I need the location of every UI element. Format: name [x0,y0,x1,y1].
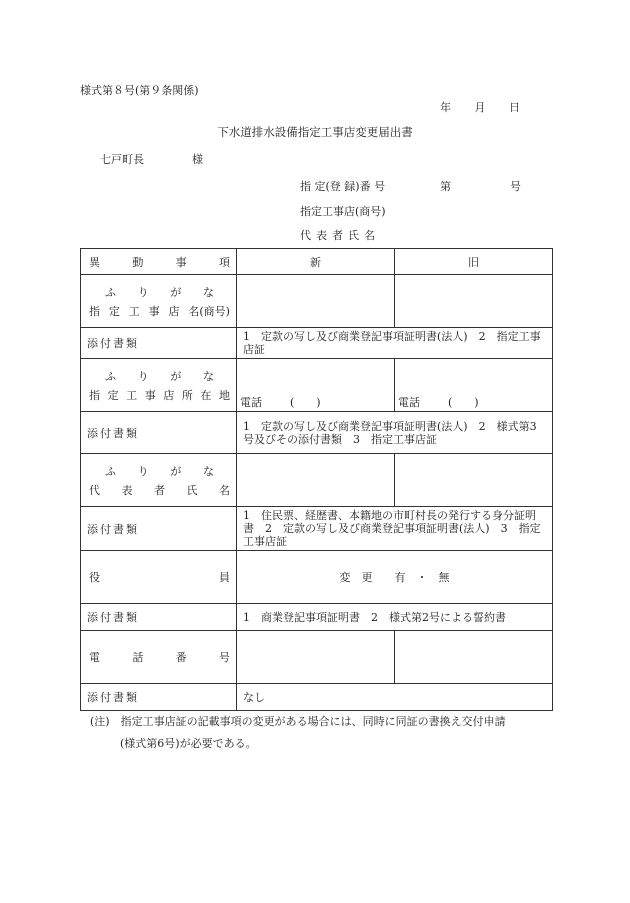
date-year: 年 [440,101,451,114]
phone-number-new[interactable] [237,631,395,684]
table-row [81,275,553,328]
representative-cell: ふ り が な 代 表 者 氏 名 [81,454,237,507]
table-row [81,412,553,454]
phone-parens: ( ) [290,396,321,409]
shop-name-label: 指定工事店(商号) [300,205,386,218]
shop-name-cell: ふ り が な 指 定 工 事 店 名(商号) [81,275,237,328]
reg-suffix: 号 [510,180,521,193]
attachment-text: 1 商業登記事項証明書 2 様式第2号による誓約書 [237,604,553,631]
shop-address-cell: ふ り が な 指 定 工 事 店 所 在 地 [81,359,237,412]
date-day: 日 [509,101,520,114]
change-table [80,248,553,711]
table-row [81,507,553,551]
registration-number-label: 指 定(登 録)番 号 [300,180,386,193]
table-row [81,328,553,359]
attachment-label: 添付書類 [81,684,237,711]
reg-prefix: 第 [440,180,451,193]
document-title: 下水道排水設備指定工事店変更届出書 [217,125,413,139]
table-row [81,604,553,631]
phone-label: 電話 [398,396,420,409]
phone-number-cell: 電 話 番 号 [81,631,237,684]
header-old: 旧 [395,249,553,275]
attachment-text: 1 住民票、経歴書、本籍地の市町村長の発行する身分証明書 2 定款の写し及び商業登記事項証明書(法人) 3 指定工事店証 [237,507,553,551]
phone-parens: ( ) [448,396,479,409]
shop-address-new[interactable] [237,359,395,412]
shop-name-old[interactable] [395,275,553,328]
form-number: 様式第８号(第９条関係) [80,84,199,97]
attachment-text: 1 定款の写し及び商業登記事項証明書(法人) 2 指定工事店証 [237,328,553,359]
phone-number-old[interactable] [395,631,553,684]
attachment-text: 1 定款の写し及び商業登記事項証明書(法人) 2 様式第3号及びその添付書類 3 指定工事店証 [237,412,553,454]
shop-name-new[interactable] [237,275,395,328]
representative-new[interactable] [237,454,395,507]
header-new: 新 [237,249,395,275]
registration-number [440,178,521,194]
note-line-1: (注) 指定工事店証の記載事項の変更がある場合には、同時に同証の書換え交付申請 [90,715,506,728]
attachment-label: 添付書類 [81,604,237,631]
addressee-name: 七戸町長 [100,153,144,166]
attachment-label: 添付書類 [81,412,237,454]
attachment-text: なし [237,684,553,711]
attachment-label: 添付書類 [81,328,237,359]
note-line-2: (様式第6号)が必要である。 [120,737,257,750]
phone-label: 電話 [240,396,262,409]
representative-label: 代表者氏名 [300,229,380,242]
addressee [100,151,203,167]
table-row [81,454,553,507]
table-row [81,631,553,684]
date-line [440,99,520,115]
header-item: 異 動 事 項 [81,249,237,275]
table-row [81,359,553,412]
attachment-label: 添付書類 [81,507,237,551]
representative-old[interactable] [395,454,553,507]
addressee-suffix: 様 [192,153,203,166]
shop-address-old[interactable] [395,359,553,412]
table-row [81,684,553,711]
date-month: 月 [474,101,486,114]
table-header-row [81,249,553,275]
table-row [81,551,553,604]
officers-change[interactable]: 変 更 有 ・ 無 [237,551,553,604]
officers-cell: 役 員 [81,551,237,604]
